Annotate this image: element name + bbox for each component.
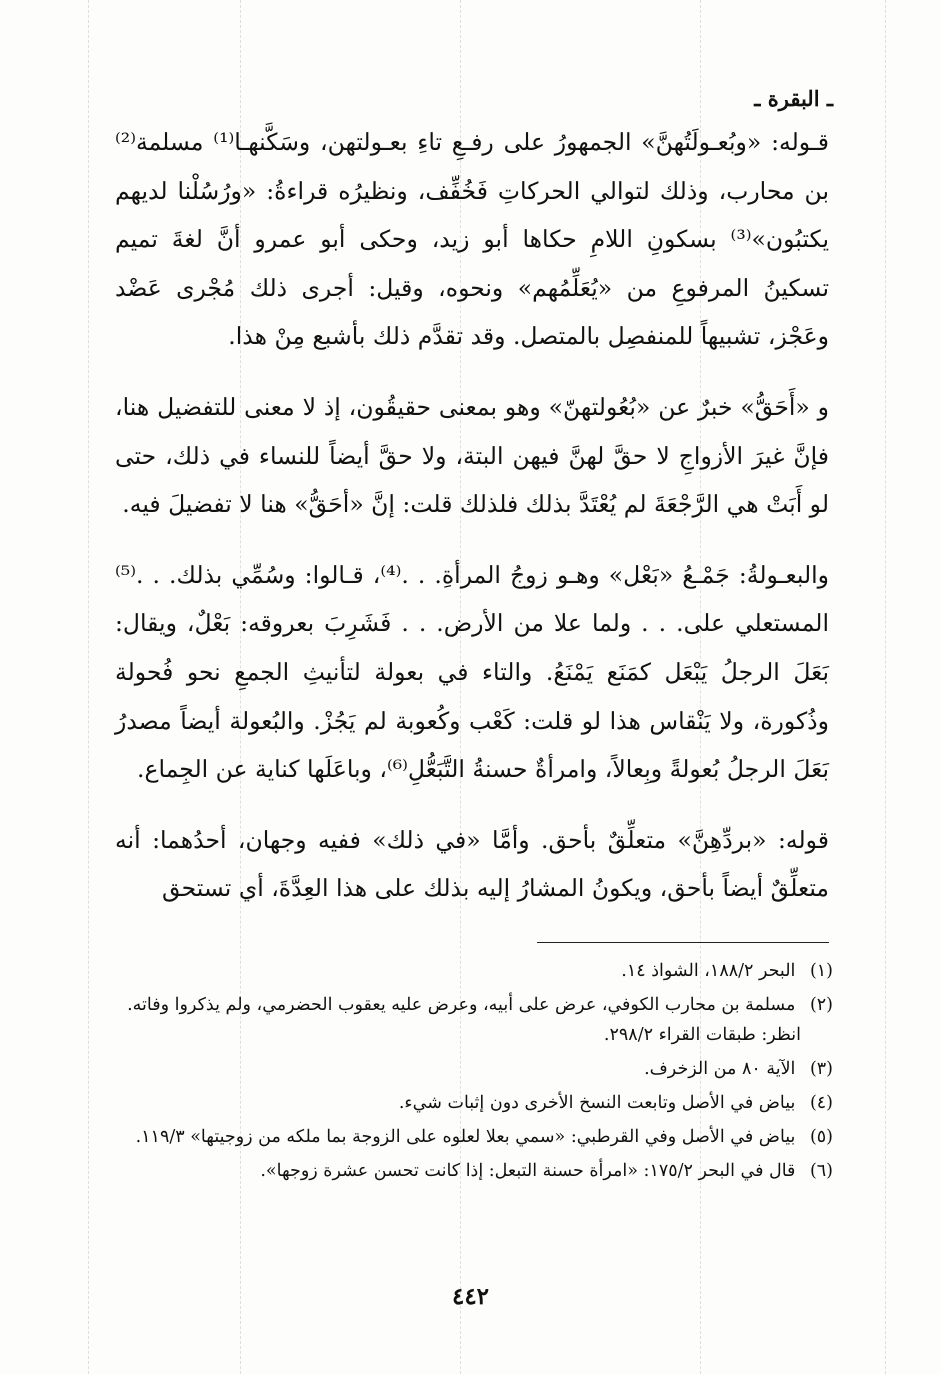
page-number: ٤٤٢ [451, 1283, 490, 1310]
footnote-text: البحر ١٨٨/٢، الشواذ ١٤. [621, 961, 796, 981]
running-head: ـ البقرة ـ [754, 86, 833, 111]
footnote-text: بياض في الأصل وتابعت النسخ الأخرى دون إثبات شيء. [398, 1093, 796, 1113]
footnote-text: قال في البحر ١٧٥/٢: «امرأة حسنة التبعل: إذا كانت تحسن عشرة زوجها». [260, 1161, 796, 1181]
footnote-number: (٦) [809, 1161, 833, 1181]
footnote [115, 956, 833, 986]
paragraph: و «أَحَقُّ» خبرٌ عن «بُعُولتهنّ» وهو بمعنى حقيقُون، إذ لا معنى للتفضيل هنا، فإنَّ غيرَ الأزواجِ لا حقَّ لهنَّ فيهن البتة، ولا حقَّ أيضاً للنساء في ذلك، حتى لو أَبَتْ هي الرَّجْعَةَ لم يُعْتَدَّ بذلك فلذلك قلت: إنَّ «أحَقُّ» هنا لا تفضيلَ فيه. [115, 392, 829, 519]
footnote-number: (٢) [809, 995, 833, 1015]
paragraph: قوله: «بردِّهِنَّ» متعلِّقٌ بأحق. وأمَّا «في ذلك» ففيه وجهان، أحدُهما: أنه متعلِّقٌ أيضاً بأحق، ويكونُ المشارُ إليه بذلك على هذا العِدَّةَ، أي تستحق [115, 825, 829, 903]
footnotes [115, 956, 833, 1190]
footnote-text: مسلمة بن محارب الكوفي، عرض على أبيه، وعرض عليه يعقوب الحضرمي، ولم يذكروا وفاته. انظر: طبقات القراء ٢٩٨/٢. [127, 995, 801, 1045]
footnote [115, 1054, 833, 1084]
footnote [115, 1122, 833, 1152]
footnote-separator [537, 942, 829, 943]
scan-guide-line [88, 0, 89, 1374]
footnote-text: الآية ٨٠ من الزخرف. [644, 1059, 796, 1079]
footnote [115, 1088, 833, 1118]
footnote-number: (١) [809, 961, 833, 981]
footnote-number: (٤) [809, 1093, 833, 1113]
footnote-number: (٥) [809, 1127, 833, 1147]
main-text [115, 118, 829, 913]
footnote-text: بياض في الأصل وفي القرطبي: «سمي بعلا لعلوه على الزوجة بما ملكه من زوجيتها» ١١٩/٣. [135, 1127, 796, 1147]
footnote [115, 990, 833, 1050]
paragraph: والبعـولةُ: جَمْـعُ «بَعْل» وهـو زوجُ المرأةِ. . .⁽⁴⁾، قـالوا: وسُمِّي بذلك. . .⁽⁵⁾ المستعلي على. . . ولما علا من الأرض. . . فَشَرِبَ بعروقه: بَعْلٌ، ويقال: بَعَلَ الرجلُ يَبْعَل كمَنَع يَمْنَعُ. والتاء في بعولة لتأنيثِ الجمعِ نحو فُحولة وذُكورة، ولا يَنْقاس هذا لو قلت: كَعْب وكُعوبة لم يَجُزْ. والبُعولة أيضاً مصدرُ بَعَلَ الرجلُ بُعولةً وبِعالاً، وامرأةٌ حسنةُ التَّبَعُّلِ⁽⁶⁾، وباعَلَها كناية عن الجِماع. [115, 560, 829, 784]
scan-guide-line [885, 0, 886, 1374]
paragraph: قـوله: «وبُعـولَتُهنَّ» الجمهورُ على رفـعِ تاءِ بعـولتهن، وسَكَّنهـا⁽¹⁾ مسلمة⁽²⁾ بن محارب، وذلك لتوالي الحركاتِ فَخُفِّف، ونظيرُه قراءةُ: «ورُسُلْنا لديهم يكتبُون»⁽³⁾ بسكونِ اللامِ حكاها أبو زيد، وحكى أبو عمرو أنَّ لغةَ تميم تسكينُ المرفوعِ من «يُعَلِّمُهم» ونحوه، وقيل: أجرى ذلك مُجْرى عَضْد وعَجْز، تشبيهاً للمنفصِل بالمتصل. وقد تقدَّم ذلك بأشبع مِنْ هذا. [115, 128, 829, 351]
footnote-number: (٣) [809, 1059, 833, 1079]
footnote [115, 1156, 833, 1186]
